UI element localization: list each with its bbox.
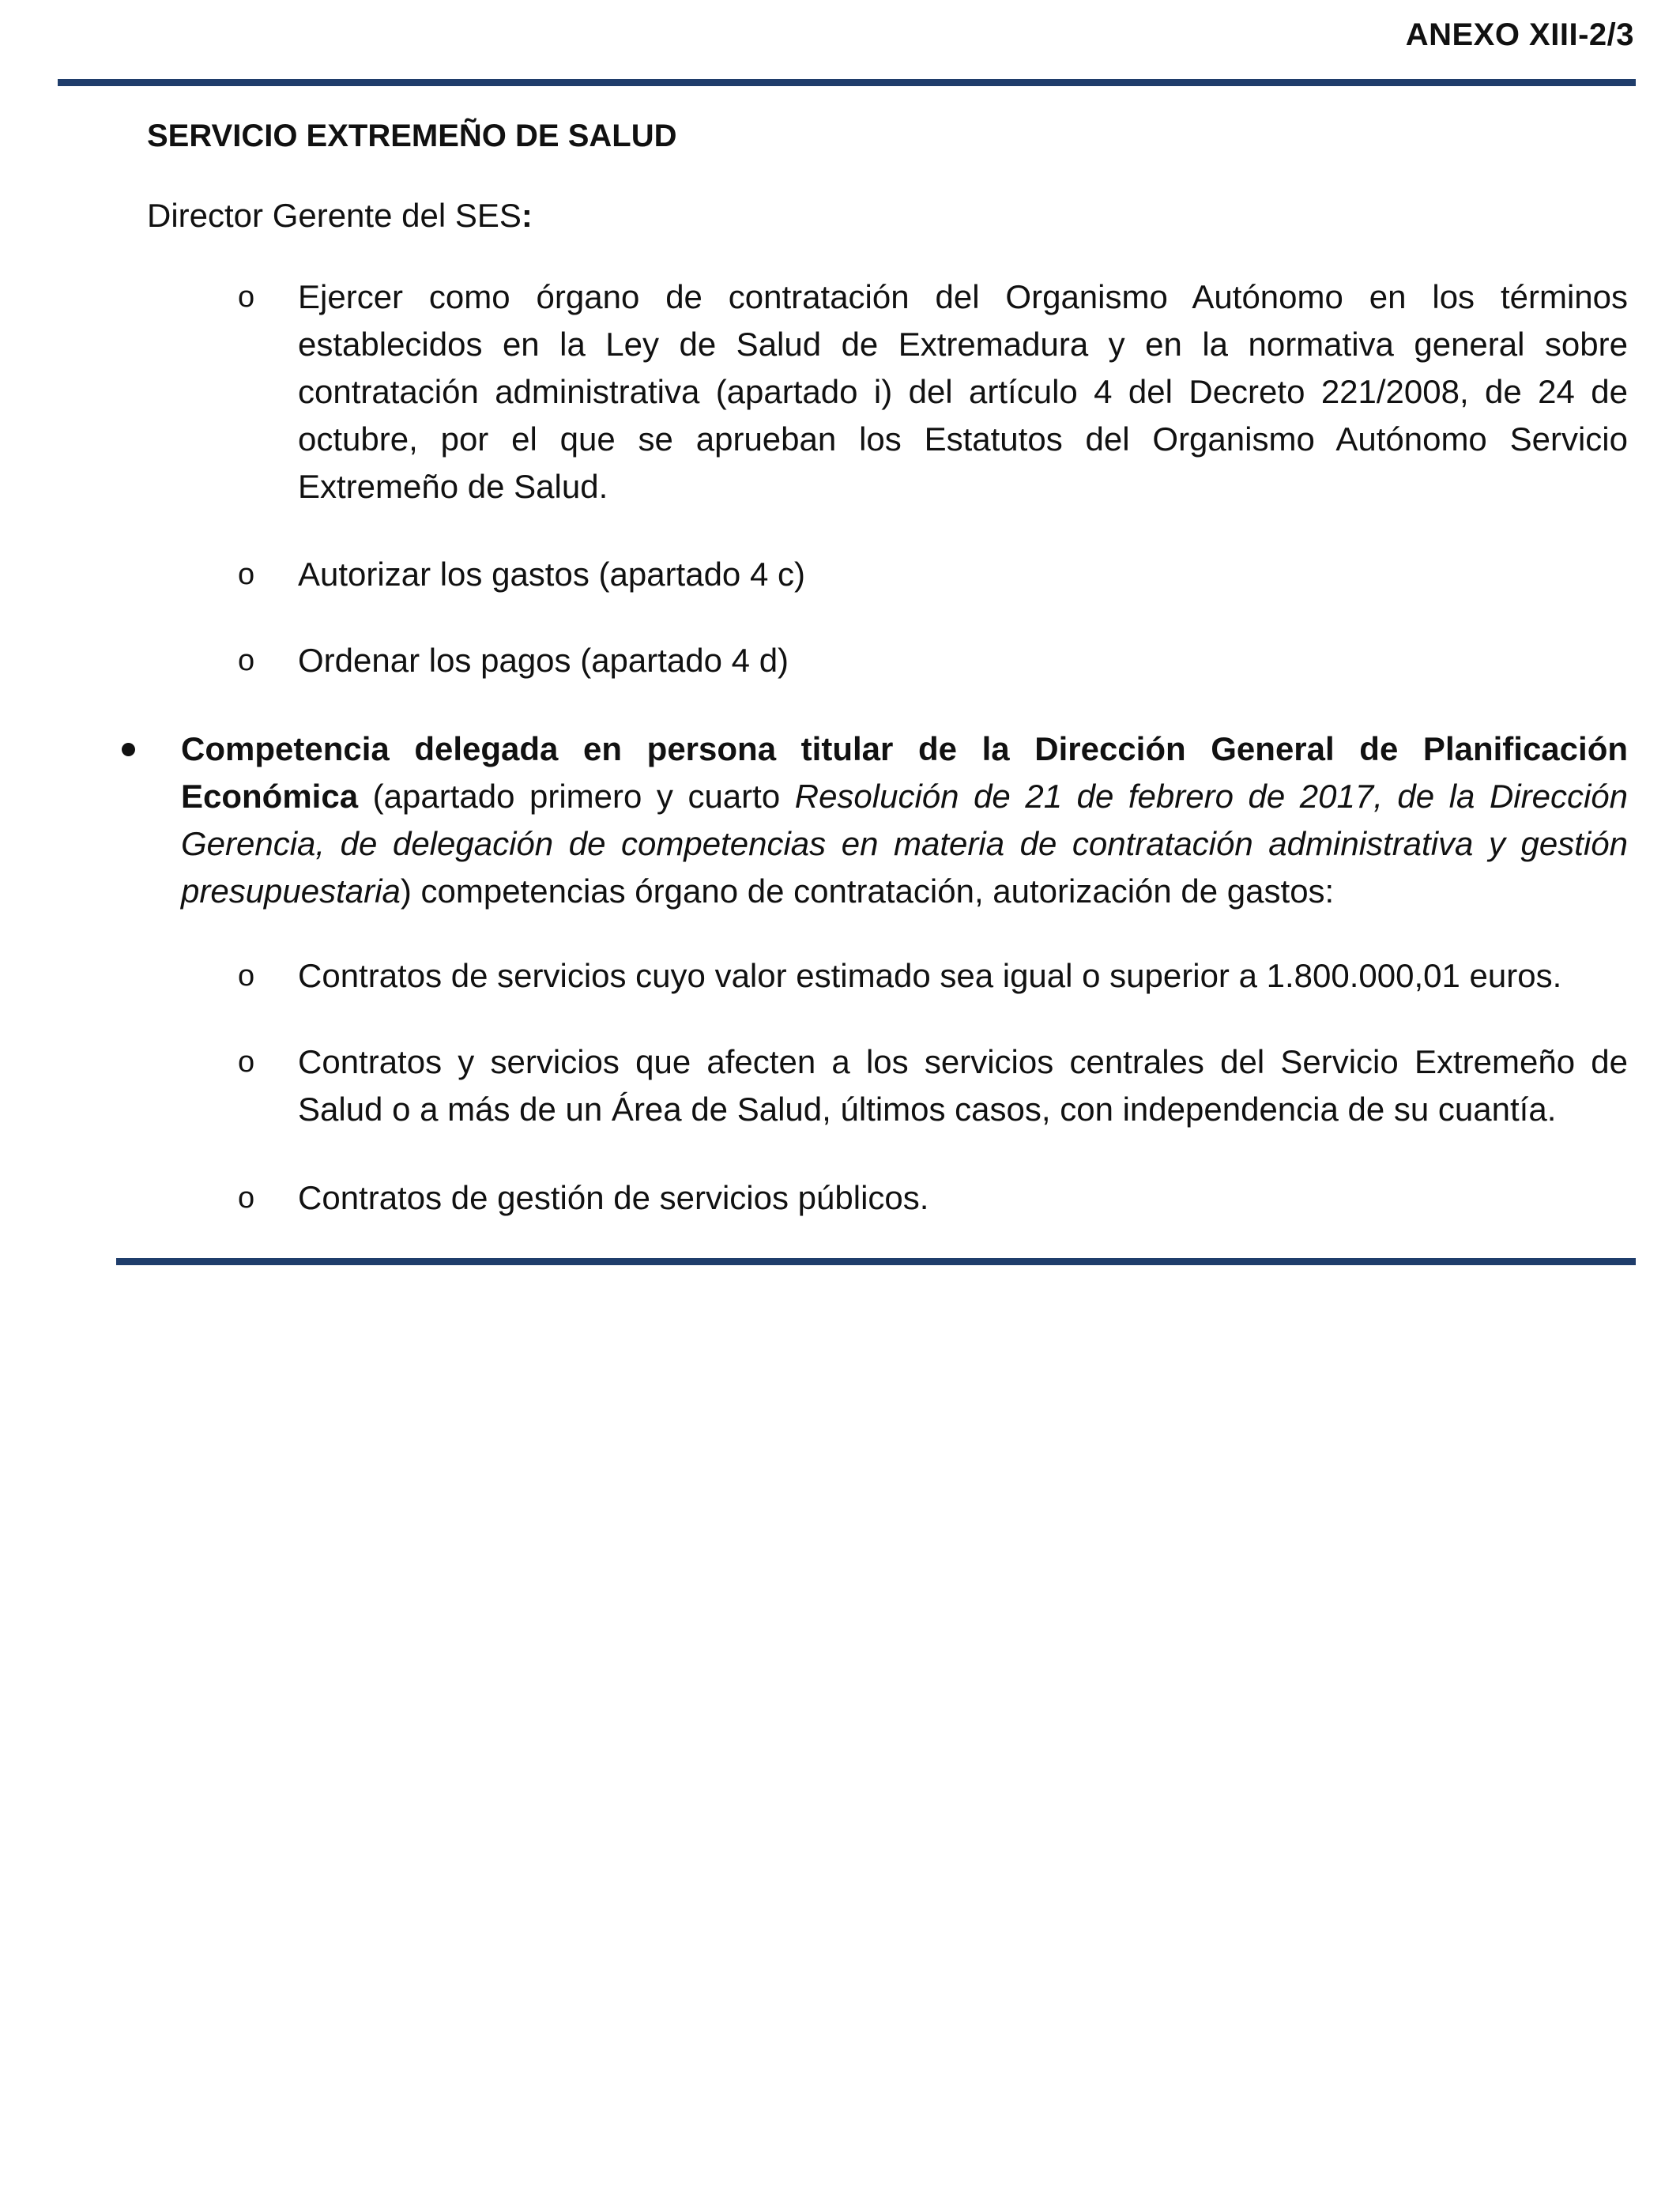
delegated-competence-text: [181, 725, 1628, 915]
director-subheading-colon: :: [521, 197, 533, 234]
bullet-marker: [122, 743, 135, 756]
list-item-text: Contratos de servicios cuyo valor estimado sea igual o superior a 1.800.000,01 euros.: [298, 957, 1562, 994]
delegated-plain-before: (apartado primero y cuarto: [358, 778, 795, 815]
sub-bullet-marker: o: [238, 1181, 255, 1215]
delegated-plain-after: ) competencias órgano de contratación, autorización de gastos:: [400, 872, 1335, 910]
list-item-text: Autorizar los gastos (apartado 4 c): [298, 556, 805, 593]
director-subheading: [147, 194, 533, 237]
list-item-text: Ordenar los pagos (apartado 4 d): [298, 642, 789, 679]
director-subheading-text: Director Gerente del SES: [147, 197, 522, 234]
section-title: SERVICIO EXTREMEÑO DE SALUD: [147, 119, 677, 153]
sub-bullet-marker: o: [238, 959, 255, 993]
sub-bullet-marker: o: [238, 1046, 255, 1079]
sub-bullet-marker: o: [238, 558, 255, 591]
sub-bullet-marker: o: [238, 644, 255, 677]
delegated-bold-text: Competencia delegada en persona titular de la Dirección General de Planificación Económica: [181, 730, 1628, 815]
footer-divider: [116, 1258, 1636, 1265]
sub-bullet-marker: o: [238, 281, 255, 314]
list-item-text: Ejercer como órgano de contratación del Organismo Autónomo en los términos establecidos en la Ley de Salud de Extremadura y en la normativa general sobre contratación administrativa (apartado i) del artículo 4 del Decreto 221/2008, de 24 de octubre, por el que se aprueban los Estatutos del Organismo Autónomo Servicio Extremeño de Salud.: [298, 278, 1628, 505]
delegated-resolution-title: Resolución de 21 de febrero de 2017, de la Dirección Gerencia, de delegación de competencias en materia de contratación administrativa y gestión presupuestaria: [181, 778, 1629, 910]
list-item-text: Contratos y servicios que afecten a los servicios centrales del Servicio Extremeño de Salud o a más de un Área de Salud, últimos casos, con independencia de su cuantía.: [298, 1043, 1628, 1128]
annex-label: ANEXO XIII-2/3: [1405, 17, 1634, 52]
list-item-text: Contratos de gestión de servicios públicos.: [298, 1179, 929, 1216]
header-divider: [58, 79, 1636, 86]
